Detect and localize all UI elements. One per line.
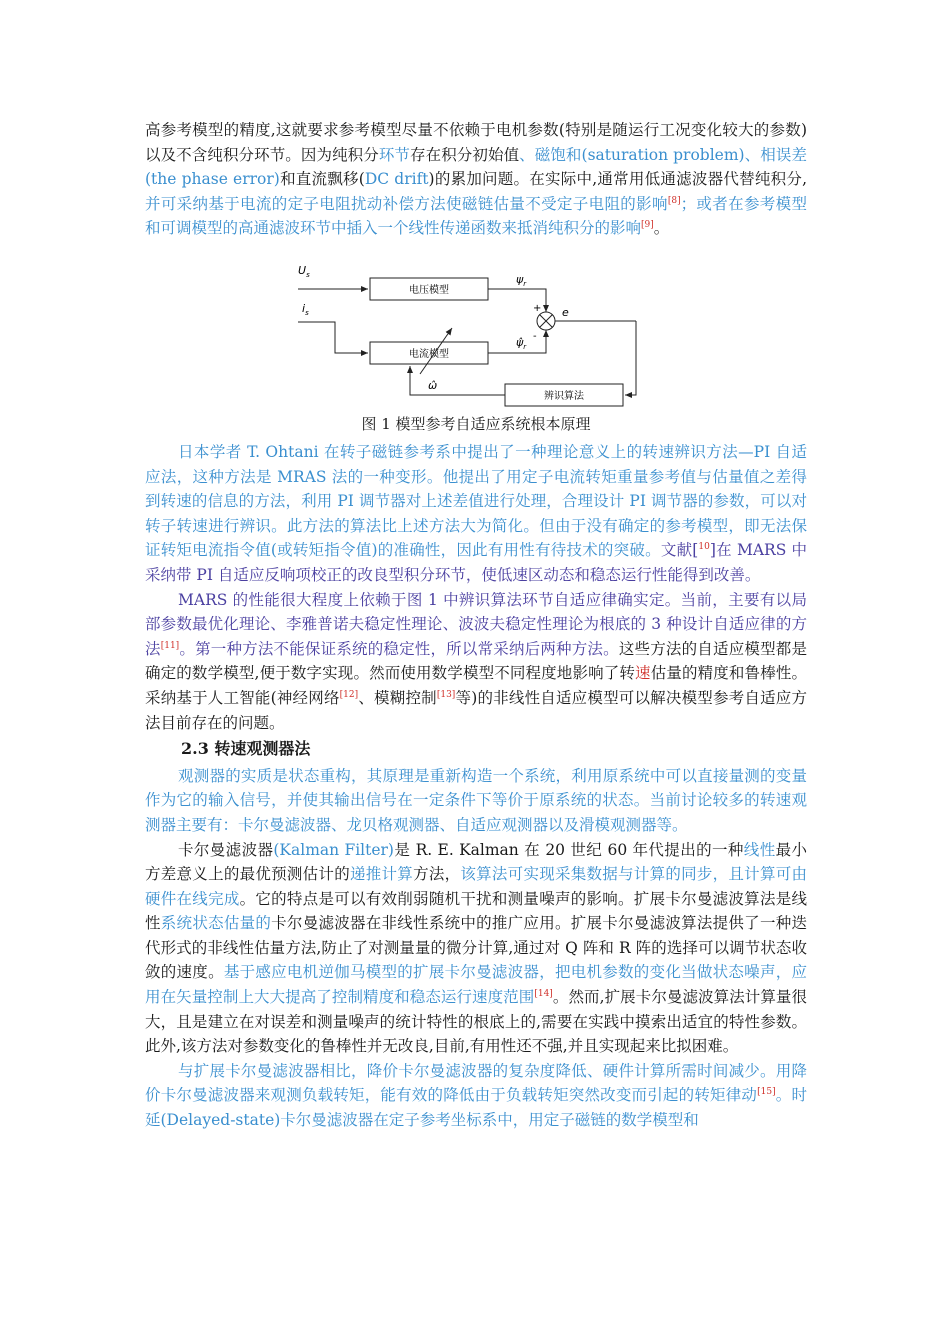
error-feedback-line — [625, 321, 636, 395]
citation: [11] — [160, 640, 180, 651]
citation: 10 — [698, 542, 710, 553]
input-is-line — [298, 322, 368, 353]
text-run: 该算法可实现采集数据与计算的同步，且计算可由硬件在线完成 — [145, 865, 807, 908]
citation: [8] — [667, 195, 681, 206]
current-model-label: 电流模型 — [409, 349, 449, 360]
text-run: 环节 — [378, 145, 411, 164]
text-run: 等)的非线性自适应模型可以解决模型参考自适应方法目前存在的问题。 — [145, 688, 807, 732]
text-run: 递推计算 — [349, 865, 414, 884]
text-run: 方法， — [413, 865, 461, 884]
text-run: 速 — [635, 664, 651, 683]
citation: [13] — [436, 689, 456, 700]
text-run: 、模糊控制 — [358, 688, 437, 707]
text-run: 高参考模型的精度,这就要求参考模型尽量不依赖于电机参数(特别是随运行工况变化较大的参数)以及不含纯积分环节。因为纯积分 — [145, 121, 807, 164]
text-run: 。然而,扩展卡尔曼滤波算法计算量很大，且是建立在对误差和测量噪声的统计特性的根底上的,需要在实践中摸索出适宜的特性参数。此外,该方法对参数变化的鲁棒性并无改良,目前,有用性还不强,并且实现起来比拟困难。 — [145, 988, 807, 1056]
text-run: 线性 — [743, 840, 776, 859]
citation: [15] — [757, 1087, 776, 1098]
input-us-label: $U_s$ — [298, 264, 310, 279]
text-run: 是 R. E. Kalman 在 20 世纪 60 年代提出的一种 — [393, 840, 744, 859]
plus-sign: + — [533, 303, 542, 314]
text-run: 卡尔曼滤波器 — [178, 840, 274, 859]
section-heading: 2.3 转速观测器法 — [181, 739, 311, 759]
text-run: 。第一种方法不能保证系统的稳定性，所以常采纳后两种方法。 — [179, 639, 619, 658]
paragraph-2 — [145, 440, 807, 588]
minus-sign: - — [533, 331, 537, 342]
text-run: MARS 的性能很大程度上依赖于图 1 中辨识算法环节自适应律确实定。当前，主要有以局部参数最优化理论、李雅普诺夫稳定性理论、波波夫稳定性理论为根底的 3 种设计自适应律的方法 — [145, 590, 807, 658]
omega-label: ω̂ — [428, 379, 438, 392]
text-run: 和直流飘移( — [279, 170, 365, 189]
text-run: 。它的特点是可以有效削弱随机干扰和测量噪声的影响。扩展卡尔曼滤波算法是线性 — [145, 889, 807, 933]
text-run: 。时延(Delayed-state)卡尔曼滤波器在定子参考坐标系中，用定子磁链的数学模型和 — [145, 1086, 807, 1130]
input-is-label: $i_s$ — [302, 302, 309, 317]
mras-block-diagram — [290, 262, 650, 412]
error-label: e — [562, 306, 569, 319]
text-run: ；或者在参考模型和可调模型的高通滤波环节中插入一个线性传递函数来抵消纯积分的影响 — [145, 194, 807, 238]
text-run: )的累加问题。在实际中,通常用低通滤波器代替纯积分, — [428, 170, 807, 189]
output-psihat-label: $\psî_r$ — [516, 336, 527, 351]
text-run: 、磁饱和 — [519, 145, 582, 164]
figure-caption: 图 1 模型参考自适应系统根本原理 — [361, 415, 591, 433]
text-run: 这些方法的自适应模型都是确定的数学模型,便于数字实现。然而使用数学模型不同程度地影响了转 — [145, 639, 807, 683]
text-run: 日本学者 T. Ohtani 在转子磁链参考系中提出了一种理论意义上的转速辨识方法—PI 自适应法，这种方法是 MRAS 法的一种变形。他提出了用定子电流转矩重量参考值与估量值之差得到转速的信息的方法，利用 PI 调节器对上述差值进行处理，合理设计 PI 调节器的参数，可以对转子转速进行辨识。此方法的算法比上述方法大为简化。但由于没有确定的参考模型，即无法保证转矩电流指令值(或转矩指令值)的准确性，因此有用性有待技术的突破。 — [145, 443, 807, 560]
text-run: 卡尔曼滤波器在非线性系统中的推广应用。扩展卡尔曼滤波算法提供了一种迭代形式的非线性估量方法,防止了对测量量的微分计算,通过对 Q 阵和 R 阵的选择可以调节状态收敛的速度。 — [145, 914, 807, 982]
text-run: 最小方差意义上的最优预测估计的 — [145, 840, 807, 884]
text-run: 。 — [653, 219, 670, 238]
text-run: 与扩展卡尔曼滤波器相比，降价卡尔曼滤波器的复杂度降低、硬件计算所需时间减少。用降价卡尔曼滤波器来观测负载转矩，能有效的降低由于负载转矩突然改变而引起的转矩律动 — [145, 1061, 807, 1105]
omega-feedback-line — [410, 366, 505, 395]
paragraph-1-text — [145, 118, 807, 241]
text-run: (Kalman Filter) — [273, 840, 394, 859]
paragraph-6 — [145, 1059, 807, 1133]
text-run: 系统状态估量的 — [160, 914, 272, 933]
text-run: 基于感应电机逆伽马模型的扩展卡尔曼滤波器，把电机参数的变化当做状态噪声，应用在矢量控制上大大提高了控制精度和稳态运行速度范围 — [145, 963, 807, 1007]
paragraph-5 — [145, 838, 807, 1059]
voltage-model-label: 电压模型 — [409, 285, 449, 296]
text-run: DC drift — [364, 170, 429, 189]
text-run: 并可采纳基于电流的定子电阻扰动补偿方法使磁链估量不受定子电阻的影响 — [145, 194, 668, 213]
citation: [12] — [339, 689, 359, 700]
paragraph-4 — [145, 764, 807, 838]
citation: [9] — [641, 220, 654, 231]
output-psi-label: $\psi_r$ — [516, 273, 527, 288]
paragraph-3 — [145, 588, 807, 736]
body-section — [145, 440, 807, 1133]
text-run: 存在积分初始值 — [410, 145, 520, 164]
identify-algorithm-label: 辨识算法 — [544, 391, 584, 402]
text-run: 文献[ — [660, 541, 699, 560]
paragraph-1 — [145, 118, 807, 241]
text-run: (the phase error) — [145, 170, 280, 189]
text-run: 观测器的实质是状态重构，其原理是重新构造一个系统，利用原系统中可以直接量测的变量作为它的输入信号，并使其输出信号在一定条件下等价于原系统的状态。当前讨论较多的转速观测器主要有：卡尔曼滤波器、龙贝格观测器、自适应观测器以及滑模观测器等。 — [145, 766, 807, 834]
text-run: ]在 MARS 中采纳带 PI 自适应反响项校正的改良型积分环节，使低速区动态和稳态运行性能得到改善。 — [145, 541, 807, 584]
text-run: 估量的精度和鲁棒性。采纳基于人工智能(神经网络 — [145, 664, 807, 707]
text-run: (saturation problem)、相误差 — [581, 145, 807, 164]
citation: [14] — [534, 988, 553, 999]
